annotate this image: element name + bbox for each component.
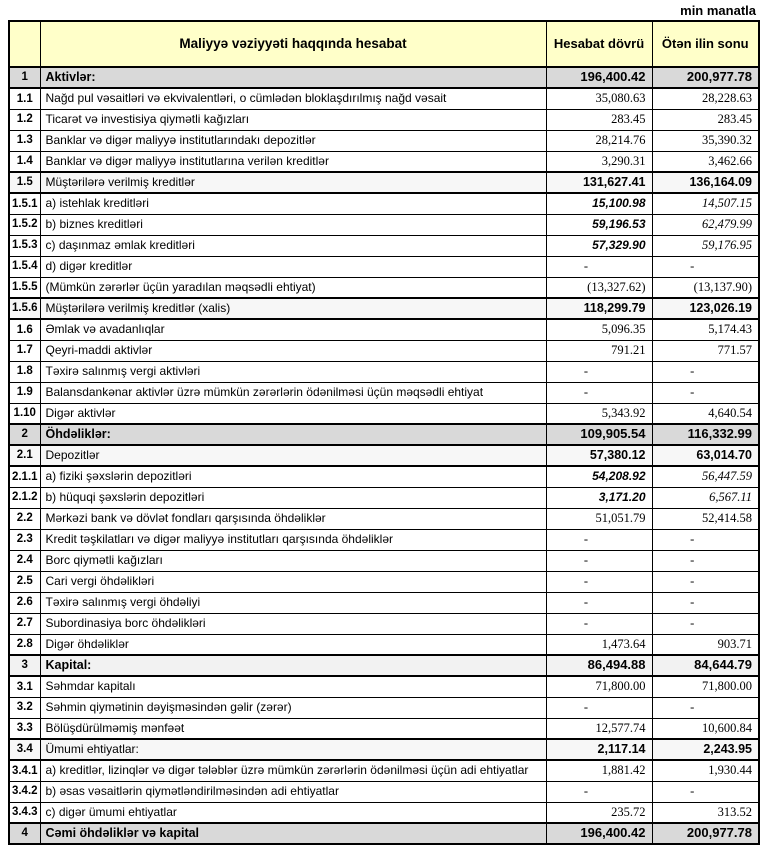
value-reporting-period: 109,905.54: [546, 424, 652, 445]
row-number: 1.5: [9, 172, 40, 193]
value-reporting-period: 283.45: [546, 109, 652, 130]
value-prev-year-end: 56,447.59: [652, 466, 759, 487]
value-reporting-period: -: [546, 697, 652, 718]
row-number: 3.2: [9, 697, 40, 718]
value-reporting-period: 196,400.42: [546, 823, 652, 844]
value-reporting-period: 54,208.92: [546, 466, 652, 487]
value-prev-year-end: 52,414.58: [652, 508, 759, 529]
value-reporting-period: -: [546, 361, 652, 382]
table-row: [9, 340, 759, 361]
column-header-reporting-period: Hesabat dövrü: [546, 21, 652, 67]
value-prev-year-end: 3,462.66: [652, 151, 759, 172]
row-number: 2.5: [9, 571, 40, 592]
table-row: [9, 802, 759, 823]
table-row: [9, 529, 759, 550]
row-number: 1.8: [9, 361, 40, 382]
header-row: [9, 21, 759, 67]
table-title: Maliyyə vəziyyəti haqqında hesabat: [40, 21, 546, 67]
row-label: Əmlak və avadanlıqlar: [40, 319, 546, 340]
value-prev-year-end: -: [652, 550, 759, 571]
table-row: [9, 67, 759, 88]
row-label: Ticarət və investisiya qiymətli kağızları: [40, 109, 546, 130]
value-reporting-period: -: [546, 550, 652, 571]
table-row: [9, 571, 759, 592]
table-row: [9, 130, 759, 151]
table-row: [9, 613, 759, 634]
table-row: [9, 214, 759, 235]
row-label: a) istehlak kreditləri: [40, 193, 546, 214]
value-prev-year-end: -: [652, 529, 759, 550]
row-label: Borc qiymətli kağızları: [40, 550, 546, 571]
row-number: 3: [9, 655, 40, 676]
value-prev-year-end: -: [652, 781, 759, 802]
row-label: Qeyri-maddi aktivlər: [40, 340, 546, 361]
row-number: 1.1: [9, 88, 40, 109]
row-label: a) fiziki şəxslərin depozitləri: [40, 466, 546, 487]
row-number: 2.6: [9, 592, 40, 613]
column-header-prev-year-end: Ötən ilin sonu: [652, 21, 759, 67]
row-number: 3.4.3: [9, 802, 40, 823]
value-prev-year-end: 62,479.99: [652, 214, 759, 235]
value-reporting-period: -: [546, 781, 652, 802]
value-prev-year-end: -: [652, 382, 759, 403]
row-number: 3.3: [9, 718, 40, 739]
row-label: Aktivlər:: [40, 67, 546, 88]
value-prev-year-end: -: [652, 571, 759, 592]
value-prev-year-end: -: [652, 361, 759, 382]
value-reporting-period: 59,196.53: [546, 214, 652, 235]
value-prev-year-end: 283.45: [652, 109, 759, 130]
row-number: 2.8: [9, 634, 40, 655]
table-row: [9, 235, 759, 256]
row-number: 2: [9, 424, 40, 445]
table-row: [9, 403, 759, 424]
value-reporting-period: -: [546, 592, 652, 613]
row-number: 2.2: [9, 508, 40, 529]
row-label: Mərkəzi bank və dövlət fondları qarşısında öhdəliklər: [40, 508, 546, 529]
value-reporting-period: 71,800.00: [546, 676, 652, 697]
value-reporting-period: -: [546, 571, 652, 592]
row-label: Banklar və digər maliyyə institutlarına verilən kreditlər: [40, 151, 546, 172]
row-label: Öhdəliklər:: [40, 424, 546, 445]
value-reporting-period: 86,494.88: [546, 655, 652, 676]
row-label: Kredit təşkilatları və digər maliyyə institutları qarşısında öhdəliklər: [40, 529, 546, 550]
table-row: [9, 760, 759, 781]
value-prev-year-end: 6,567.11: [652, 487, 759, 508]
row-number: 4: [9, 823, 40, 844]
row-number: 1.5.6: [9, 298, 40, 319]
row-label: Subordinasiya borc öhdəlikləri: [40, 613, 546, 634]
table-header: [9, 21, 759, 67]
table-row: [9, 424, 759, 445]
row-number: 1: [9, 67, 40, 88]
value-reporting-period: 791.21: [546, 340, 652, 361]
table-row: [9, 445, 759, 466]
value-prev-year-end: 1,930.44: [652, 760, 759, 781]
row-label: Təxirə salınmış vergi aktivləri: [40, 361, 546, 382]
financial-statement-table: [8, 20, 760, 845]
value-reporting-period: 196,400.42: [546, 67, 652, 88]
row-label: Banklar və digər maliyyə institutlarındakı depozitlər: [40, 130, 546, 151]
table-row: [9, 739, 759, 760]
value-prev-year-end: 10,600.84: [652, 718, 759, 739]
value-reporting-period: 57,380.12: [546, 445, 652, 466]
row-label: b) əsas vəsaitlərin qiymətləndirilməsindən adi ehtiyatlar: [40, 781, 546, 802]
row-label: Cəmi öhdəliklər və kapital: [40, 823, 546, 844]
table-row: [9, 487, 759, 508]
row-number: 3.4: [9, 739, 40, 760]
header-row-number-cell: [9, 21, 40, 67]
row-number: 2.7: [9, 613, 40, 634]
value-reporting-period: 2,117.14: [546, 739, 652, 760]
table-row: [9, 697, 759, 718]
row-label: Müştərilərə verilmiş kreditlər (xalis): [40, 298, 546, 319]
value-prev-year-end: 5,174.43: [652, 319, 759, 340]
table-row: [9, 550, 759, 571]
value-prev-year-end: 200,977.78: [652, 823, 759, 844]
value-reporting-period: 5,343.92: [546, 403, 652, 424]
value-prev-year-end: 59,176.95: [652, 235, 759, 256]
row-number: 1.5.3: [9, 235, 40, 256]
row-label: Depozitlər: [40, 445, 546, 466]
table-row: [9, 109, 759, 130]
row-number: 1.5.5: [9, 277, 40, 298]
table-row: [9, 781, 759, 802]
value-prev-year-end: -: [652, 697, 759, 718]
value-prev-year-end: 136,164.09: [652, 172, 759, 193]
table-row: [9, 382, 759, 403]
row-number: 2.3: [9, 529, 40, 550]
row-number: 1.2: [9, 109, 40, 130]
value-reporting-period: 35,080.63: [546, 88, 652, 109]
table-row: [9, 466, 759, 487]
row-label: d) digər kreditlər: [40, 256, 546, 277]
value-reporting-period: 3,290.31: [546, 151, 652, 172]
row-number: 1.5.1: [9, 193, 40, 214]
value-prev-year-end: 771.57: [652, 340, 759, 361]
value-reporting-period: -: [546, 256, 652, 277]
row-label: Səhmin qiymətinin dəyişməsindən gəlir (zərər): [40, 697, 546, 718]
value-reporting-period: 51,051.79: [546, 508, 652, 529]
value-reporting-period: (13,327.62): [546, 277, 652, 298]
value-reporting-period: 3,171.20: [546, 487, 652, 508]
row-label: (Mümkün zərərlər üçün yaradılan məqsədli ehtiyat): [40, 277, 546, 298]
value-prev-year-end: 200,977.78: [652, 67, 759, 88]
row-number: 3.4.1: [9, 760, 40, 781]
row-label: Kapital:: [40, 655, 546, 676]
row-label: a) kreditlər, lizinqlər və digər tələblər üzrə mümkün zərərlərin ödənilməsi üçün adi ehtiyatlar: [40, 760, 546, 781]
value-prev-year-end: 28,228.63: [652, 88, 759, 109]
table-row: [9, 592, 759, 613]
value-prev-year-end: 116,332.99: [652, 424, 759, 445]
row-label: b) hüquqi şəxslərin depozitləri: [40, 487, 546, 508]
value-prev-year-end: 123,026.19: [652, 298, 759, 319]
value-prev-year-end: 2,243.95: [652, 739, 759, 760]
table-row: [9, 634, 759, 655]
row-label: Bölüşdürülməmiş mənfəət: [40, 718, 546, 739]
value-reporting-period: 5,096.35: [546, 319, 652, 340]
value-reporting-period: 12,577.74: [546, 718, 652, 739]
value-prev-year-end: 313.52: [652, 802, 759, 823]
row-number: 1.5.2: [9, 214, 40, 235]
value-prev-year-end: 35,390.32: [652, 130, 759, 151]
value-reporting-period: 15,100.98: [546, 193, 652, 214]
table-row: [9, 151, 759, 172]
table-row: [9, 319, 759, 340]
row-number: 1.10: [9, 403, 40, 424]
row-label: Nağd pul vəsaitləri və ekvivalentləri, o cümlədən bloklaşdırılmış nağd vəsait: [40, 88, 546, 109]
row-number: 2.1.1: [9, 466, 40, 487]
table-row: [9, 193, 759, 214]
table-row: [9, 298, 759, 319]
value-prev-year-end: -: [652, 613, 759, 634]
row-number: 1.4: [9, 151, 40, 172]
table-row: [9, 172, 759, 193]
value-reporting-period: -: [546, 613, 652, 634]
value-prev-year-end: 63,014.70: [652, 445, 759, 466]
value-prev-year-end: (13,137.90): [652, 277, 759, 298]
row-label: Cari vergi öhdəlikləri: [40, 571, 546, 592]
row-label: c) digər ümumi ehtiyatlar: [40, 802, 546, 823]
value-prev-year-end: -: [652, 592, 759, 613]
row-label: Müştərilərə verilmiş kreditlər: [40, 172, 546, 193]
value-prev-year-end: -: [652, 256, 759, 277]
table-row: [9, 655, 759, 676]
table-row: [9, 823, 759, 844]
row-number: 3.1: [9, 676, 40, 697]
value-reporting-period: 57,329.90: [546, 235, 652, 256]
table-row: [9, 718, 759, 739]
value-reporting-period: 235.72: [546, 802, 652, 823]
value-reporting-period: -: [546, 382, 652, 403]
value-prev-year-end: 14,507.15: [652, 193, 759, 214]
row-label: c) daşınmaz əmlak kreditləri: [40, 235, 546, 256]
row-number: 2.1: [9, 445, 40, 466]
value-reporting-period: 1,473.64: [546, 634, 652, 655]
row-label: Səhmdar kapitalı: [40, 676, 546, 697]
row-number: 1.6: [9, 319, 40, 340]
table-row: [9, 361, 759, 382]
value-reporting-period: 28,214.76: [546, 130, 652, 151]
table-row: [9, 277, 759, 298]
value-reporting-period: 118,299.79: [546, 298, 652, 319]
row-number: 1.5.4: [9, 256, 40, 277]
table-body: [9, 67, 759, 844]
table-row: [9, 88, 759, 109]
row-number: 2.4: [9, 550, 40, 571]
row-label: b) biznes kreditləri: [40, 214, 546, 235]
value-prev-year-end: 4,640.54: [652, 403, 759, 424]
row-number: 1.9: [9, 382, 40, 403]
row-number: 1.3: [9, 130, 40, 151]
table-row: [9, 676, 759, 697]
row-label: Digər öhdəliklər: [40, 634, 546, 655]
value-prev-year-end: 71,800.00: [652, 676, 759, 697]
table-row: [9, 256, 759, 277]
row-number: 1.7: [9, 340, 40, 361]
value-reporting-period: 131,627.41: [546, 172, 652, 193]
row-number: 2.1.2: [9, 487, 40, 508]
row-label: Təxirə salınmış vergi öhdəliyi: [40, 592, 546, 613]
row-label: Balansdankənar aktivlər üzrə mümkün zərərlərin ödənilməsi üçün məqsədli ehtiyat: [40, 382, 546, 403]
unit-label: min manatla: [680, 3, 756, 18]
value-prev-year-end: 84,644.79: [652, 655, 759, 676]
value-reporting-period: -: [546, 529, 652, 550]
value-reporting-period: 1,881.42: [546, 760, 652, 781]
row-number: 3.4.2: [9, 781, 40, 802]
row-label: Ümumi ehtiyatlar:: [40, 739, 546, 760]
table-row: [9, 508, 759, 529]
row-label: Digər aktivlər: [40, 403, 546, 424]
value-prev-year-end: 903.71: [652, 634, 759, 655]
